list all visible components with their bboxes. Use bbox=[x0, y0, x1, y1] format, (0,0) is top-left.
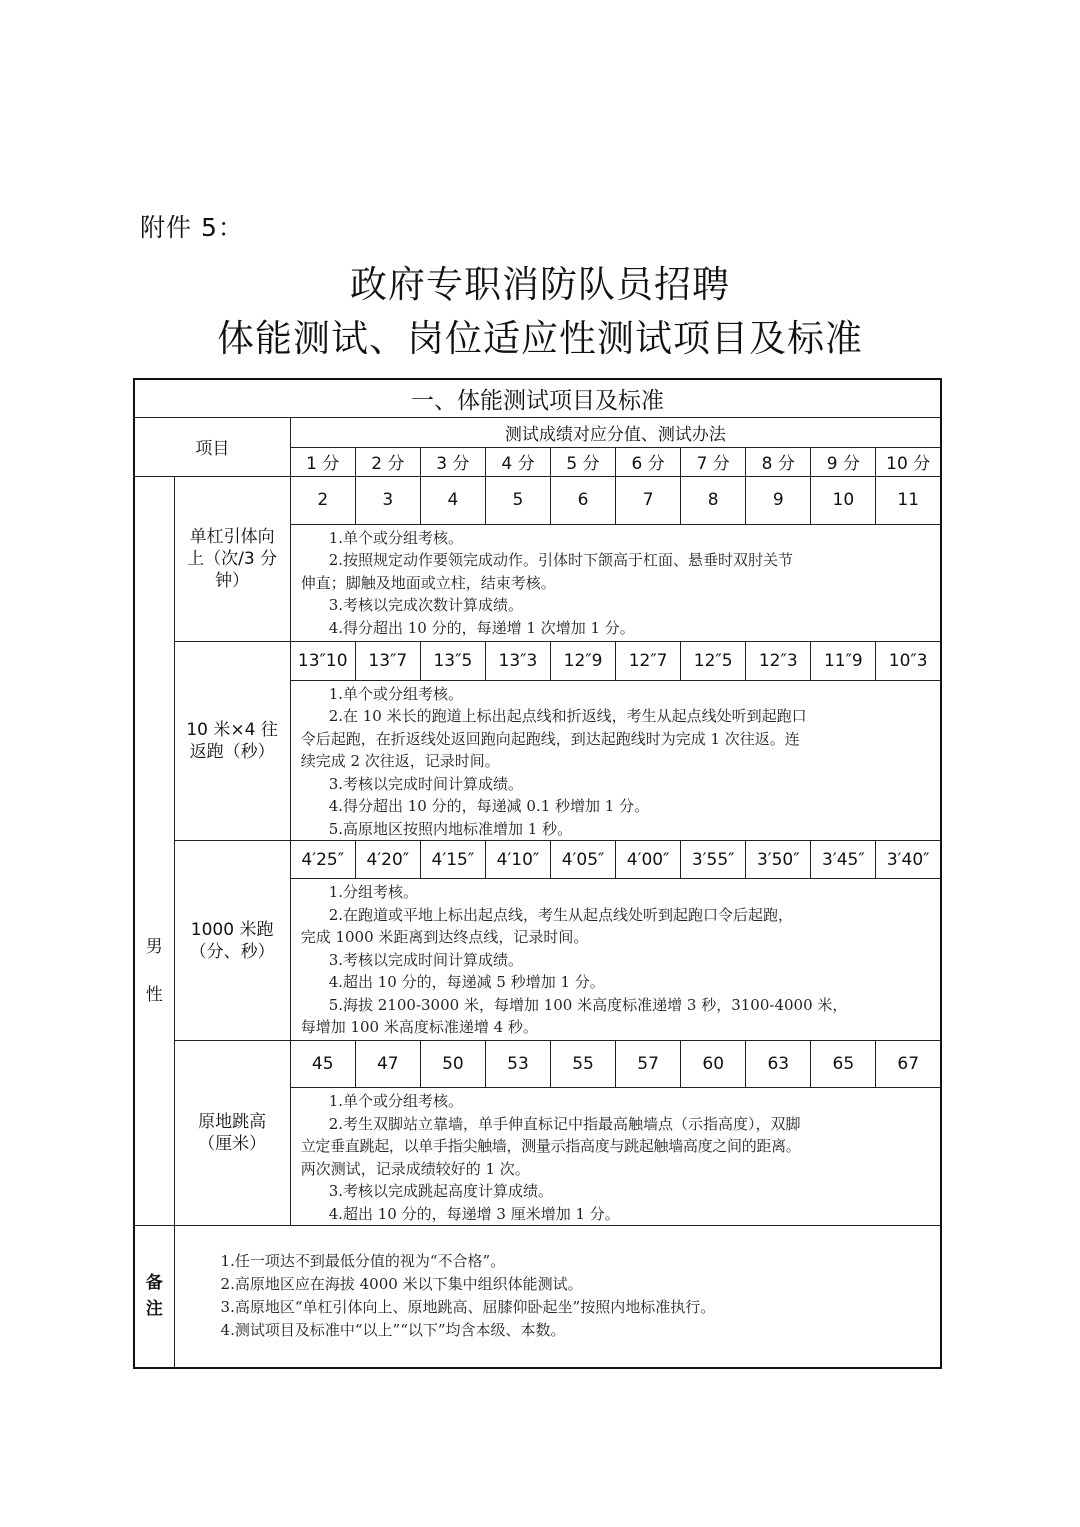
score-cell: 4′25″ bbox=[290, 841, 355, 879]
item-name-line: 1000 米跑 bbox=[190, 919, 274, 940]
score-cell: 12″7 bbox=[616, 641, 681, 680]
item-name-pullup bbox=[174, 476, 290, 641]
score-cell: 3′45″ bbox=[811, 841, 876, 879]
points-header-cell: 8 分 bbox=[746, 447, 811, 476]
points-header-cell: 6 分 bbox=[616, 447, 681, 476]
item-desc-shuttle bbox=[290, 680, 941, 841]
desc-line: 令后起跑，在折返线处返回跑向起跑线，到达起跑线时为完成 1 次往返。连 bbox=[300, 729, 800, 748]
desc-line: 3.考核以完成跳起高度计算成绩。 bbox=[328, 1182, 554, 1200]
score-cell: 11 bbox=[876, 476, 941, 524]
score-cell: 4′10″ bbox=[485, 841, 550, 879]
score-cell: 4′05″ bbox=[551, 841, 616, 879]
desc-line: 1.分组考核。 bbox=[328, 883, 418, 901]
points-header-cell: 1 分 bbox=[290, 447, 355, 476]
item-name-line: （分、秒） bbox=[189, 941, 275, 962]
note-line: 2.高原地区应在海拔 4000 米以下集中组织体能测试。 bbox=[220, 1275, 583, 1294]
item-name-line: （厘米） bbox=[198, 1134, 267, 1154]
desc-line: 立定垂直跳起，以单手指尖触墙，测量示指高度与跳起触墙高度之间的距离。 bbox=[300, 1137, 801, 1155]
score-row-1000m bbox=[134, 841, 941, 879]
note-line: 3.高原地区“单杠引体向上、原地跳高、屈膝仰卧起坐”按照内地标准执行。 bbox=[220, 1298, 716, 1317]
score-cell: 3′40″ bbox=[876, 841, 941, 879]
item-name-line: 原地跳高 bbox=[198, 1112, 267, 1132]
page-title-line1: 政府专职消防队员招聘 bbox=[350, 263, 730, 306]
gender-char: 男 bbox=[145, 936, 163, 957]
points-header-cell: 10 分 bbox=[876, 447, 941, 476]
score-cell: 13″7 bbox=[355, 641, 420, 680]
notes-content bbox=[174, 1226, 941, 1368]
score-cell: 12″9 bbox=[551, 641, 616, 680]
item-name-highjump bbox=[174, 1041, 290, 1226]
desc-line: 5.高原地区按照内地标准增加 1 秒。 bbox=[328, 819, 573, 838]
desc-line: 伸直；脚触及地面或立柱，结束考核。 bbox=[300, 573, 556, 592]
score-cell: 67 bbox=[876, 1041, 941, 1088]
item-desc-1000m bbox=[290, 879, 941, 1041]
desc-line: 4.超出 10 分的，每递增 3 厘米增加 1 分。 bbox=[328, 1204, 620, 1223]
score-cell: 45 bbox=[290, 1041, 355, 1088]
desc-line: 续完成 2 次往返，记录时间。 bbox=[300, 752, 500, 770]
score-cell: 5 bbox=[485, 476, 550, 524]
score-cell: 10 bbox=[811, 476, 876, 524]
score-cell: 11″9 bbox=[811, 641, 876, 680]
desc-line: 3.考核以完成时间计算成绩。 bbox=[328, 774, 524, 793]
standards-table bbox=[133, 378, 942, 1369]
desc-line: 2.在 10 米长的跑道上标出起点线和折返线，考生从起点线处听到起跑口 bbox=[328, 707, 807, 725]
item-name-line: 返跑（秒） bbox=[189, 741, 275, 762]
desc-line: 2.按照规定动作要领完成动作。引体时下颌高于杠面、悬垂时双肘关节 bbox=[328, 551, 794, 569]
score-cell: 4′15″ bbox=[420, 841, 485, 879]
score-cell: 6 bbox=[551, 476, 616, 524]
desc-line: 1.单个或分组考核。 bbox=[328, 1092, 463, 1110]
desc-line: 1.单个或分组考核。 bbox=[328, 684, 463, 703]
points-header-cell: 3 分 bbox=[420, 447, 485, 476]
score-cell: 50 bbox=[420, 1041, 485, 1088]
desc-line: 3.考核以完成次数计算成绩。 bbox=[328, 596, 524, 614]
item-desc-pullup bbox=[290, 524, 941, 641]
item-name-line: 钟） bbox=[215, 570, 250, 591]
notes-label-char: 注 bbox=[145, 1299, 163, 1320]
notes-label bbox=[134, 1226, 174, 1368]
points-header-cell: 2 分 bbox=[355, 447, 420, 476]
desc-line: 3.考核以完成时间计算成绩。 bbox=[328, 950, 524, 969]
item-desc-highjump bbox=[290, 1088, 941, 1226]
score-cell: 13″10 bbox=[290, 641, 355, 680]
note-line: 4.测试项目及标准中“以上”“以下”均含本级、本数。 bbox=[220, 1321, 566, 1340]
gender-cell-male bbox=[134, 476, 174, 1226]
attachment-label: 附件 5： bbox=[140, 213, 244, 242]
score-cell: 4′00″ bbox=[616, 841, 681, 879]
points-header-cell: 5 分 bbox=[551, 447, 616, 476]
desc-line: 4.超出 10 分的，每递减 5 秒增加 1 分。 bbox=[328, 973, 605, 991]
score-cell: 3′55″ bbox=[681, 841, 746, 879]
score-cell: 47 bbox=[355, 1041, 420, 1088]
score-cell: 57 bbox=[616, 1041, 681, 1088]
score-cell: 8 bbox=[681, 476, 746, 524]
points-header-cell: 7 分 bbox=[681, 447, 746, 476]
item-name-line: 单杠引体向 bbox=[189, 526, 275, 547]
score-cell: 4′20″ bbox=[355, 841, 420, 879]
score-cell: 12″3 bbox=[746, 641, 811, 680]
score-cell: 3 bbox=[355, 476, 420, 524]
page-title-line2: 体能测试、岗位适应性测试项目及标准 bbox=[217, 317, 863, 360]
item-name-shuttle bbox=[174, 641, 290, 841]
notes-label-char: 备 bbox=[145, 1273, 163, 1294]
score-cell: 2 bbox=[290, 476, 355, 524]
desc-line: 1.单个或分组考核。 bbox=[328, 528, 463, 547]
desc-line: 完成 1000 米距离到达终点线，记录时间。 bbox=[300, 928, 589, 946]
points-header-cell: 9 分 bbox=[811, 447, 876, 476]
desc-line: 5.海拔 2100-3000 米，每增加 100 米高度标准递增 3 秒，3100-4000 米， bbox=[328, 995, 848, 1014]
score-cell: 63 bbox=[746, 1041, 811, 1088]
score-row-highjump bbox=[134, 1041, 941, 1088]
section-title: 一、体能测试项目及标准 bbox=[134, 379, 941, 417]
gender-char: 性 bbox=[145, 984, 163, 1005]
score-cell: 55 bbox=[551, 1041, 616, 1088]
score-cell: 13″3 bbox=[485, 641, 550, 680]
desc-line: 2.考生双脚站立靠墙，单手伸直标记中指最高触墙点（示指高度），双脚 bbox=[328, 1114, 801, 1133]
score-cell: 65 bbox=[811, 1041, 876, 1088]
score-cell: 53 bbox=[485, 1041, 550, 1088]
method-header: 测试成绩对应分值、测试办法 bbox=[290, 417, 941, 447]
desc-line: 4.得分超出 10 分的，每递减 0.1 秒增加 1 分。 bbox=[328, 797, 650, 815]
item-name-1000m bbox=[174, 841, 290, 1041]
score-cell: 13″5 bbox=[420, 641, 485, 680]
score-cell: 10″3 bbox=[876, 641, 941, 680]
score-cell: 3′50″ bbox=[746, 841, 811, 879]
desc-line: 4.得分超出 10 分的，每递增 1 次增加 1 分。 bbox=[328, 618, 635, 637]
score-cell: 12″5 bbox=[681, 641, 746, 680]
item-name-line: 上（次/3 分 bbox=[187, 548, 278, 569]
score-cell: 7 bbox=[616, 476, 681, 524]
score-cell: 60 bbox=[681, 1041, 746, 1088]
note-line: 1.任一项达不到最低分值的视为“不合格”。 bbox=[220, 1252, 506, 1271]
points-header-cell: 4 分 bbox=[485, 447, 550, 476]
score-cell: 4 bbox=[420, 476, 485, 524]
score-row-shuttle bbox=[134, 641, 941, 680]
score-row-pullup bbox=[134, 476, 941, 524]
desc-line: 2.在跑道或平地上标出起点线，考生从起点线处听到起跑口令后起跑， bbox=[328, 905, 794, 924]
score-cell: 9 bbox=[746, 476, 811, 524]
desc-line: 每增加 100 米高度标准递增 4 秒。 bbox=[300, 1018, 538, 1036]
item-header: 项目 bbox=[134, 417, 290, 476]
item-name-line: 10 米×4 往 bbox=[186, 719, 278, 740]
desc-line: 两次测试，记录成绩较好的 1 次。 bbox=[300, 1159, 530, 1178]
